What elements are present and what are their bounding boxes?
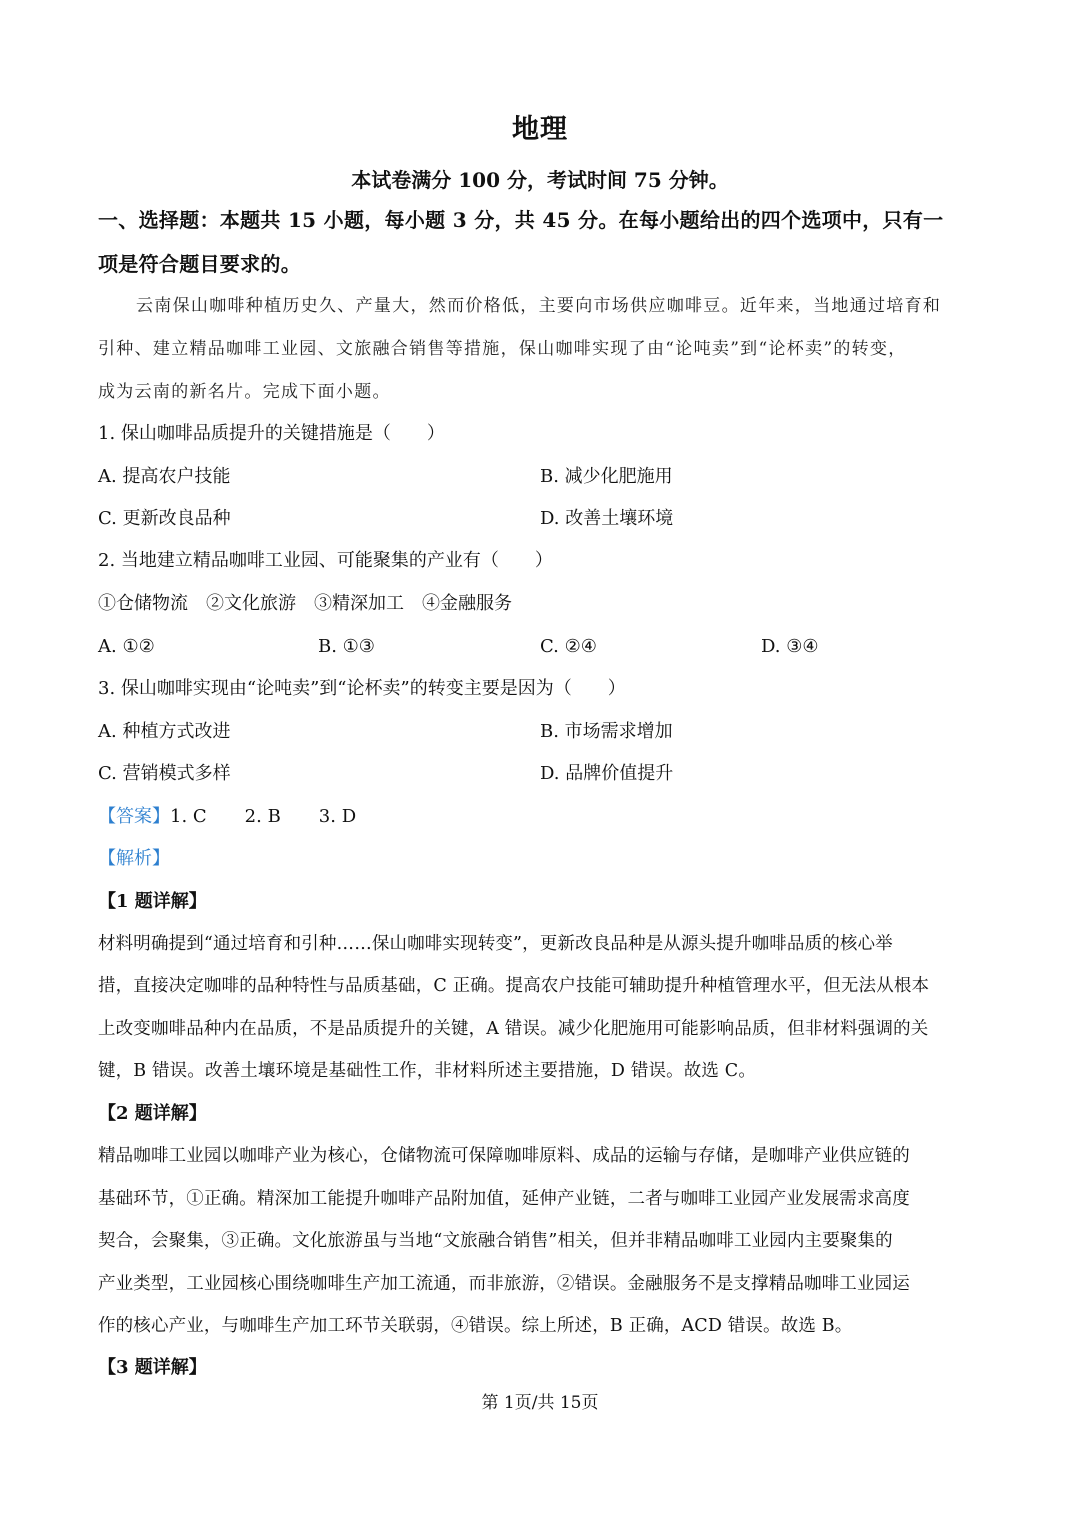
answer-1: 1. C: [170, 806, 207, 827]
page-title: 地理: [512, 114, 568, 145]
passage-line-1: 云南保山咖啡种植历史久、产量大，然而价格低，主要向市场供应咖啡豆。近年来，当地通过培育和: [136, 296, 942, 316]
analysis-tag: 【解析】: [98, 848, 170, 869]
detail-1-line: 键，B 错误。改善土壤环境是基础性工作，非材料所述主要措施，D 错误。故选 C。: [98, 1061, 756, 1081]
question-3-option-a: A. 种植方式改进: [98, 721, 231, 742]
question-1-option-d: D. 改善土壤环境: [540, 508, 674, 529]
detail-3-heading: 【3 题详解】: [98, 1357, 207, 1378]
exam-info: 本试卷满分 100 分，考试时间 75 分钟。: [351, 168, 729, 192]
answer-tag: 【答案】: [98, 806, 170, 827]
passage-line-3: 成为云南的新名片。完成下面小题。: [98, 382, 391, 402]
detail-2-line: 作的核心产业，与咖啡生产加工环节关联弱，④错误。综上所述，B 正确，ACD 错误。故选 B。: [98, 1316, 853, 1336]
page-footer: 第 1页/共 15页: [481, 1393, 599, 1413]
passage-line-2: 引种、建立精品咖啡工业园、文旅融合销售等措施，保山咖啡实现了由“论吨卖”到“论杯卖”的转变，: [98, 339, 907, 359]
question-3-option-b: B. 市场需求增加: [540, 721, 673, 742]
question-1-option-b: B. 减少化肥施用: [540, 466, 673, 487]
question-2-option-b: B. ①③: [318, 636, 375, 657]
detail-1-line: 材料明确提到“通过培育和引种……保山咖啡实现转变”，更新改良品种是从源头提升咖啡品质的核心举: [98, 934, 893, 954]
question-1-option-a: A. 提高农户技能: [98, 466, 231, 487]
detail-2-line: 契合，会聚集，③正确。文化旅游虽与当地“文旅融合销售”相关，但并非精品咖啡工业园内主要聚集的: [98, 1231, 893, 1251]
question-2-option-d: D. ③④: [761, 636, 819, 657]
section-heading-line2: 项是符合题目要求的。: [98, 252, 301, 276]
detail-2-line: 产业类型，工业园核心围绕咖啡生产加工流通，而非旅游，②错误。金融服务不是支撑精品咖啡工业园运: [98, 1274, 910, 1294]
detail-2-line: 基础环节，①正确。精深加工能提升咖啡产品附加值，延伸产业链，二者与咖啡工业园产业发展需求高度: [98, 1189, 910, 1209]
question-3-option-c: C. 营销模式多样: [98, 763, 231, 784]
detail-1-line: 上改变咖啡品种内在品质，不是品质提升的关键，A 错误。减少化肥施用可能影响品质，但非材料强调的关: [98, 1019, 929, 1039]
detail-1-heading: 【1 题详解】: [98, 891, 207, 912]
question-3-option-d: D. 品牌价值提升: [540, 763, 674, 784]
question-3-stem: 3. 保山咖啡实现由“论吨卖”到“论杯卖”的转变主要是因为（ ）: [98, 678, 626, 699]
answer-3: 3. D: [318, 806, 357, 827]
detail-2-heading: 【2 题详解】: [98, 1103, 207, 1124]
question-2-items: ①仓储物流 ②文化旅游 ③精深加工 ④金融服务: [98, 593, 512, 614]
answer-2: 2. B: [244, 806, 281, 827]
question-1-option-c: C. 更新改良品种: [98, 508, 231, 529]
question-2-option-c: C. ②④: [540, 636, 597, 657]
question-2-option-a: A. ①②: [98, 636, 155, 657]
answer-line: [98, 805, 356, 829]
section-heading-line1: 一、选择题：本题共 15 小题，每小题 3 分，共 45 分。在每小题给出的四个选项中，只有一: [98, 208, 944, 232]
detail-1-line: 措，直接决定咖啡的品种特性与品质基础，C 正确。提高农户技能可辅助提升种植管理水平，但无法从根本: [98, 976, 930, 996]
question-1-stem: 1. 保山咖啡品质提升的关键措施是（ ）: [98, 423, 445, 444]
question-2-stem: 2. 当地建立精品咖啡工业园、可能聚集的产业有（ ）: [98, 550, 553, 571]
detail-2-line: 精品咖啡工业园以咖啡产业为核心，仓储物流可保障咖啡原料、成品的运输与存储，是咖啡产业供应链的: [98, 1146, 910, 1166]
